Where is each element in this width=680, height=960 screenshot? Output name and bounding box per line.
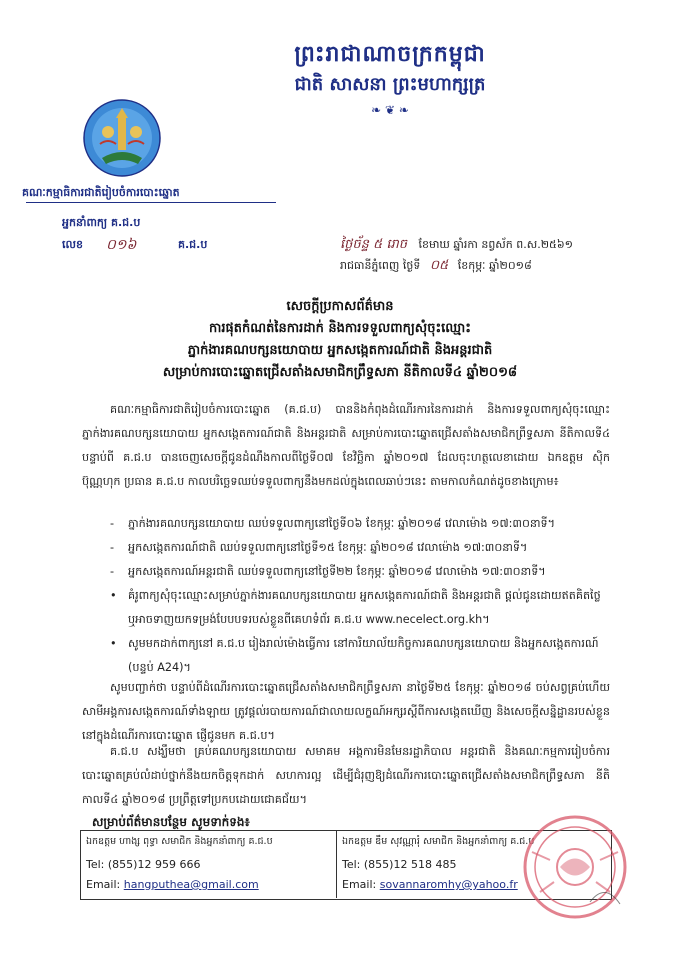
org-name: គណៈកម្មាធិការជាតិរៀបចំការបោះឆ្នោត xyxy=(22,186,180,199)
lunar-date xyxy=(340,236,573,255)
email-link[interactable]: hangputhea@gmail.com xyxy=(123,878,259,891)
list-item: • សូមមកដាក់ពាក្យនៅ គ.ជ.ប រៀងរាល់ម៉ោងធ្វើការ នៅការិយាល័យកិច្ចការគណបក្សនយោបាយ និងអ្នកសង្កេតការណ៍ (បន្ទប់ A24)។ xyxy=(110,637,599,674)
spokesperson-label: អ្នកនាំពាក្យ គ.ជ.ប xyxy=(62,216,141,229)
contact-divider xyxy=(336,830,337,898)
solar-day-handwritten: ០៥ xyxy=(429,258,449,273)
contact-heading: សម្រាប់ព័ត៌មានបន្ថែម សូមទាក់ទង៖ xyxy=(92,815,250,829)
paragraph-closing: គ.ជ.ប សង្ឃឹមថា គ្រប់គណបក្សនយោបាយ សមាគម អង្គការមិនមែនរដ្ឋាភិបាល អន្តរជាតិ និងគណៈកម្មការរៀបចំការបោះឆ្នោតគ្រប់លំដាប់ថ្នាក់នឹងយកចិត្តទុកដាក់ សហការល្អ ដើម្បីជំរុញឱ្យដំណើរការបោះឆ្នោតជ្រើសតាំងសមាជិកព្រឹទ្ធសភា នីតិកាលទី៤ ឆ្នាំ២០១៨ ប្រព្រឹត្តទៅប្រកបដោយជោគជ័យ។ xyxy=(82,745,610,806)
list-item: - ភ្នាក់ងារគណបក្សនយោបាយ ឈប់ទទួលពាក្យនៅថ្ងៃទី០៦ ខែកុម្ភៈ ឆ្នាំ២០១៨ វេលាម៉ោង ១៧:៣០នាទី។ xyxy=(110,517,556,530)
contact-left-name: ឯកឧត្តម ហាង្ស ពុទ្ធា សមាជិក និងអ្នកនាំពាក្យ គ.ជ.ប xyxy=(86,836,273,847)
solar-date xyxy=(340,257,532,276)
contact-right-tel: Tel: (855)12 518 485 xyxy=(342,858,457,871)
header-ornament: ❧ ❦ ❧ xyxy=(371,103,409,117)
org-underline xyxy=(26,202,276,203)
title-line-3: ភ្នាក់ងារគណបក្សនយោបាយ អ្នកសង្កេតការណ៍ជាតិ និងអន្តរជាតិ xyxy=(187,343,493,358)
title-line-1: សេចក្តីប្រកាសព័ត៌មាន xyxy=(286,299,394,314)
kingdom-title: ព្រះរាជាណាចក្រកម្ពុជា xyxy=(294,41,486,67)
national-motto: ជាតិ សាសនា ព្រះមហាក្សត្រ xyxy=(294,74,486,95)
lunar-day-handwritten: ថ្ងៃច័ន្ទ ៥ រោច xyxy=(340,237,407,252)
list-item: • គំរូពាក្យសុំចុះឈ្មោះសម្រាប់ភ្នាក់ងារគណបក្សនយោបាយ អ្នកសង្កេតការណ៍ជាតិ និងអន្តរជាតិ ផ្តល់ជូនដោយឥតគិតថ្លៃ ឬអាចទាញយកទម្រង់បែបបទរបស់ខ្លួនពីគេហទំព័រ គ.ជ.ប www.necelect.org.kh។ xyxy=(110,589,601,626)
contact-left-tel: Tel: (855)12 959 666 xyxy=(86,858,201,871)
paragraph-report: សូមបញ្ជាក់ថា បន្ទាប់ពីដំណើរការបោះឆ្នោតជ្រើសតាំងសមាជិកព្រឹទ្ធសភា នាថ្ងៃទី២៥ ខែកុម្ភៈ ឆ្នាំ២០១៨ ចប់សព្វគ្រប់ហើយ សាមីអង្គការសង្កេតការណ៍ទាំងឡាយ ត្រូវផ្តល់របាយការណ៍ជាលាយលក្ខណ៍អក្សរស្តីពីការសង្កេតឃើញ និងសេចក្តីសន្និដ្ឋានរបស់ខ្លួន នៅក្នុងដំណើរការបោះឆ្នោត ផ្ញើជូនមក គ.ជ.ប។ xyxy=(82,681,610,742)
lunar-month-year: ខែមាឃ ឆ្នាំរកា នព្វស័ក ព.ស.២៥៦១ xyxy=(418,238,573,251)
list-item: - អ្នកសង្កេតការណ៍ជាតិ ឈប់ទទួលពាក្យនៅថ្ងៃទី១៥ ខែកុម្ភៈ ឆ្នាំ២០១៨ វេលាម៉ោង ១៧:៣០នាទី។ xyxy=(110,541,528,554)
contact-right-name: ឯកឧត្តម ឌឹម សុវណ្ណារុំ សមាជិក និងអ្នកនាំពាក្យ គ.ជ.ប xyxy=(342,836,535,847)
title-line-4: សម្រាប់ការបោះឆ្នោតជ្រើសតាំងសមាជិកព្រឹទ្ធសភា នីតិកាលទី៤ ឆ្នាំ២០១៨ xyxy=(162,365,518,380)
number-suffix: គ.ជ.ប xyxy=(178,238,208,251)
number-value: ០១៦ xyxy=(106,237,137,253)
solar-date-suffix: ខែកុម្ភៈ ឆ្នាំ២០១៨ xyxy=(457,259,532,272)
list-item: - អ្នកសង្កេតការណ៍អន្តរជាតិ ឈប់ទទួលពាក្យនៅថ្ងៃទី២២ ខែកុម្ភៈ ឆ្នាំ២០១៨ វេលាម៉ោង ១៧:៣០នាទី។ xyxy=(110,565,546,578)
contact-left-email: Email: hangputhea@gmail.com xyxy=(86,878,259,891)
deadline-list xyxy=(110,512,610,680)
paragraph-intro: គណៈកម្មាធិការជាតិរៀបចំការបោះឆ្នោត (គ.ជ.ប) បាននិងកំពុងដំណើរការនៃការដាក់ និងការទទួលពាក្យសុំចុះឈ្មោះភ្នាក់ងារគណបក្សនយោបាយ អ្នកសង្កេតការណ៍ជាតិ និងអន្តរជាតិ សម្រាប់ការបោះឆ្នោតជ្រើសតាំងសមាជិកព្រឹទ្ធសភា នីតិកាលទី៤ បន្ទាប់ពី គ.ជ.ប បានចេញសេចក្តីជូនដំណឹងកាលពីថ្ងៃទី០៧ ខែវិច្ឆិកា ឆ្នាំ២០១៧ ដែលចុះហត្ថលេខាដោយ ឯកឧត្តម ស៊ិក ប៊ុណ្ណហុក ប្រធាន គ.ជ.ប កាលបរិច្ឆេទឈប់ទទួលពាក្យនឹងមកដល់ក្នុងពេលឆាប់ៗនេះ តាមកាលកំណត់ដូចខាងក្រោម៖ xyxy=(82,403,610,488)
nec-logo-icon xyxy=(82,98,162,178)
title-line-2: ការផុតកំណត់នៃការដាក់ និងការទទួលពាក្យសុំចុះឈ្មោះ xyxy=(209,321,471,336)
official-stamp-icon xyxy=(520,812,630,922)
contact-right-email: Email: sovannaromhy@yahoo.fr xyxy=(342,878,518,891)
solar-date-prefix: រាជធានីភ្នំពេញ ថ្ងៃទី xyxy=(340,259,421,272)
email-link[interactable]: sovannaromhy@yahoo.fr xyxy=(379,878,518,891)
number-label: លេខ xyxy=(62,238,83,251)
